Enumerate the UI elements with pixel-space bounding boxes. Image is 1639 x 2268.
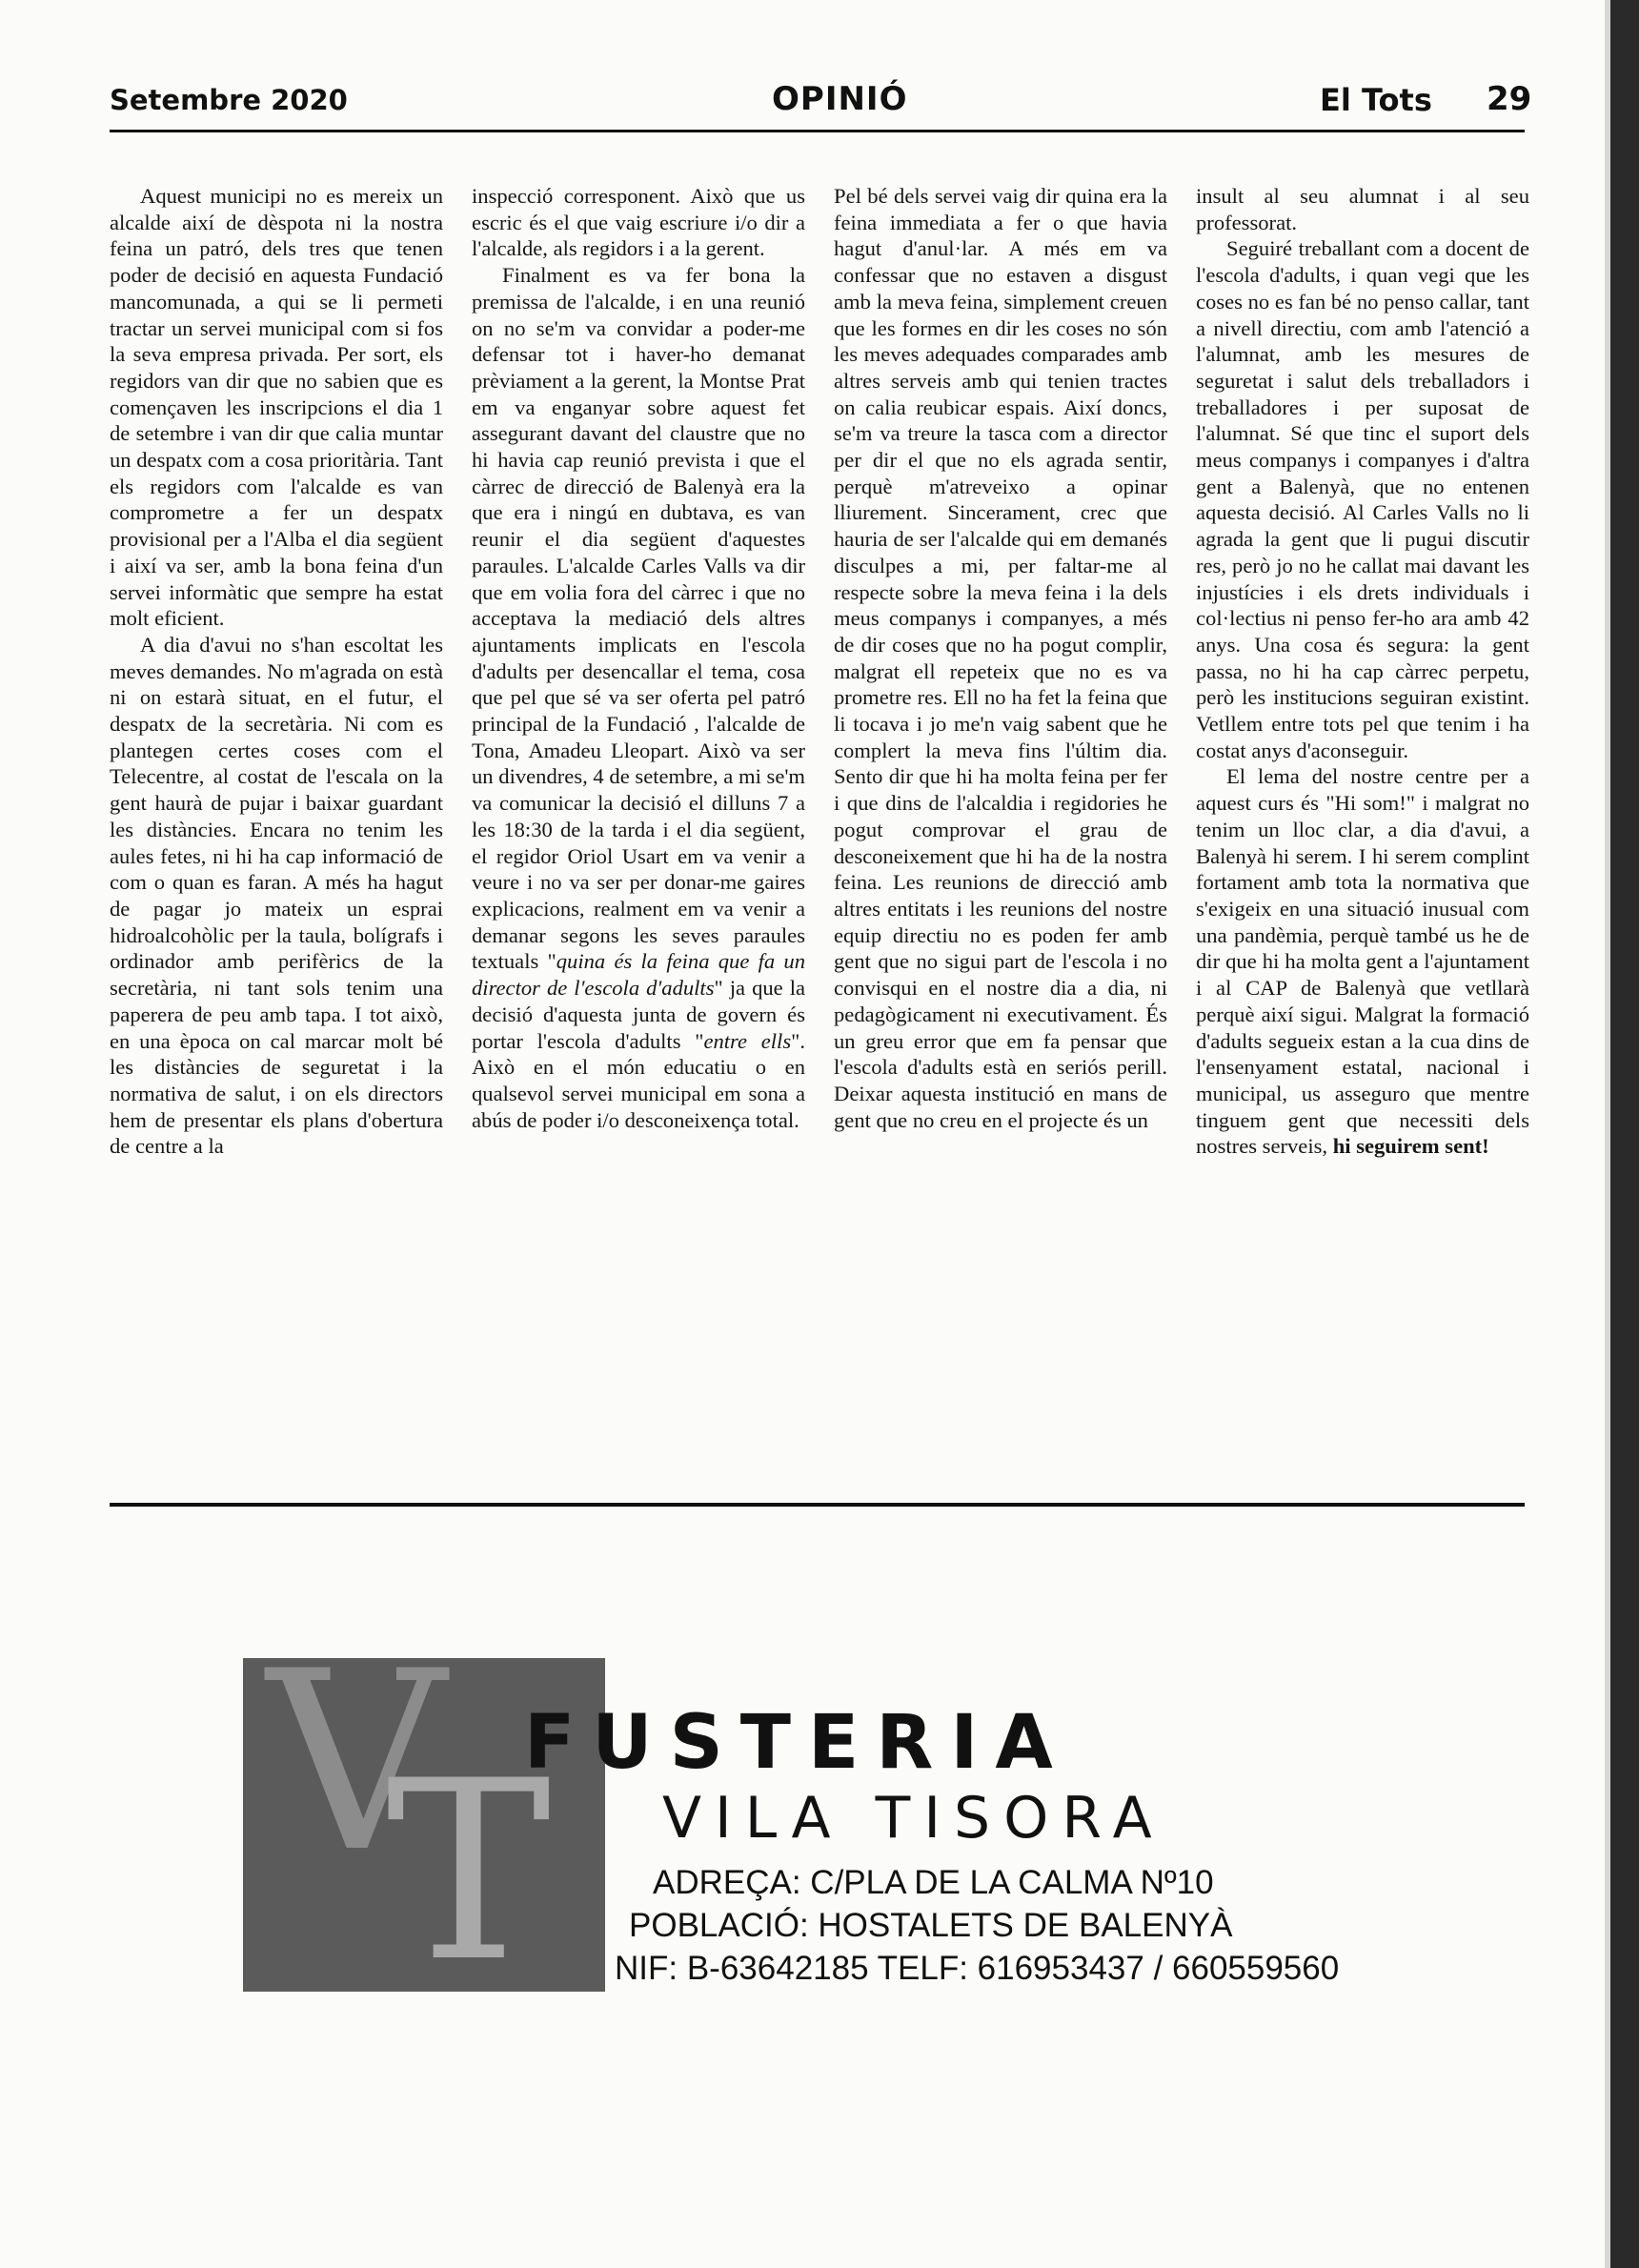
quoted-text: entre ells <box>703 1028 792 1053</box>
text-run: " ja que la decisió d'aquesta junta de govern és portar l'escola d'adults " <box>472 976 806 1053</box>
advertisement-rule <box>110 1503 1525 1507</box>
ad-title: FUSTERIA <box>524 1700 1070 1786</box>
text-run: Finalment es va fer bona la premissa de l'alcalde, i en una reunió on no se'm va convidar a poder-me defensar tot i haver-ho demanat prèviament a la gerent, la Montse Prat em va enganyar sobre aquest fet assegurant davant del claustre que no hi havia cap reunió prevista i que el càrrec de direcció de Balenyà era la que era i ningú en dubtava, es van reunir el dia següent d'aquestes paraules. L'alcalde Carles Valls va dir que em volia fora del càrrec i que no acceptava la mediació dels altres ajuntaments implicats en l'escola d'adults per desencallar el tema, cosa que pel que sé va ser oferta pel patró principal de la Fundació , l'alcalde de Tona, Amadeu Lleopart. Això va ser un divendres, 4 de setembre, a mi se'm va comunicar la decisió el dilluns 7 a les 18:30 de la tarda i el dia següent, el regidor Oriol Usart em va venir a veure i no va ser per donar-me gaires explicacions, realment em va venir a demanar segons les seves paraules textuals " <box>472 263 805 974</box>
paragraph: Seguiré treballant com a docent de l'escola d'adults, i quan vegi que les coses no es fan bé no penso callar, tant a nivell directiu, com amb l'atenció a l'alumnat, amb les mesures de seguretat i salut dels treballadors i treballadores i per suposat de l'alumnat. Sé que tinc el suport dels meus companys i companyes i d'altra gent a Balenyà, que no entenen aquesta decisió. Al Carles Valls no li agrada la gent que li pugui discutir res, però jo no he callat mai davant les injustícies i els drets individuals i col·lectius ni penso fer-ho ara amb 42 anys. Una cosa és segura: la gent passa, no hi ha cap càrrec perpetu, però les institucions seguiran existint. Vetllem entre tots pel que tenim i ha costat anys d'aconseguir. <box>1196 236 1529 762</box>
paragraph: Pel bé dels servei vaig dir quina era la feina immediata a fer o que havia hagut d'anul·lar. A més em va confessar que no estaven a disgust amb la meva feina, simplement creuen que les formes en dir les coses no són les meves adequades comparades amb altres serveis amb qui tenien tractes on calia reubicar espais. Així doncs, se'm va treure la tasca com a director per dir el que no els agrada sentir, perquè m'atreveixo a opinar lliurement. Sincerament, crec que hauria de ser l'alcalde qui em demanés disculpes a mi, per faltar-me al respecte sobre la meva feina i la dels meus companys i companyes, a més de dir coses que no ha pogut complir, malgrat ell repeteix que no es va prometre res. Ell no ha fet la feina que li tocava i jo me'n vaig sabent que he complert la meva fins l'últim dia. Sento dir que hi ha molta feina per fer i que dins de l'alcaldia i regidories he pogut comprovar el grau de desconeixement que hi ha de la nostra feina. Les reunions de direcció amb altres entitats i les reunions del nostre equip directiu no es poden fer amb gent que no sigui part de l'escola i no convisqui en el nostre dia a dia, ni pedagògicament ni executivament. És un greu error que em fa pensar que l'escola d'adults està en seriós perill. Deixar aquesta institució en mans de gent que no creu en el projecte és un <box>834 184 1167 1132</box>
paragraph: insult al seu alumnat i al seu professorat. <box>1196 184 1529 234</box>
quoted-text: quina és la feina que fa un director de l'escola d'adults <box>472 949 806 1001</box>
text-run: ". Això en el món educatiu o en qualsevol servei municipal em sona a abús de poder i/o desconeixença total. <box>472 1028 805 1132</box>
article-column-1 <box>110 183 443 1479</box>
article-column-4 <box>1196 183 1529 1479</box>
logo-letter: V <box>267 1619 446 1907</box>
paragraph: A dia d'avui no s'han escoltat les meves demandes. No m'agrada on està ni on estarà situat, en el futur, el despatx de la secretària. Ni com es plantegen certes coses com el Telecentre, al costat de l'escala on la gent haurà de pujar i baixar guardant les distàncies. Encara no tenim les aules fetes, ni hi ha cap informació de com o quan es faran. A més ha hagut de pagar jo mateix un esprai hidroalcohòlic per la taula, bolígrafs i ordinador amb perifèrics de la secretària, ni tant sols tenim una paperera de peu amb tapa. I tot això, en una època on cal marcar molt bé les distàncies de seguretat i la normativa de salut, i on els directors hem de presentar els plans d'obertura de centre a la <box>110 632 443 1159</box>
header-rule <box>110 130 1525 132</box>
page-header <box>110 78 1532 126</box>
publication-name: El Tots <box>1320 82 1432 118</box>
section-title: OPINIÓ <box>772 80 908 118</box>
closing-statement: hi seguirem sent! <box>1332 1134 1489 1159</box>
scan-border <box>1610 0 1639 2268</box>
advertisement <box>243 1619 1363 2016</box>
paragraph <box>1196 763 1529 1160</box>
paragraph: Aquest municipi no es mereix un alcalde així de dèspota ni la nostra feina un patró, dels tres que tenen poder de decisió en aquesta Fundació mancomunada, a qui se li permeti tractar un servei municipal com si fos la seva empresa privada. Per sort, els regidors van dir que no sabien que es començaven les inscripcions el dia 1 de setembre i van dir que calia muntar un despatx com a cosa prioritària. Tant els regidors com l'alcalde es van comprometre a fer un despatx provisional per a l'Alba el dia següent i així va ser, amb la bona feina d'un servei informàtic que sempre ha estat molt eficient. <box>110 184 443 631</box>
ad-subtitle: VILA TISORA <box>662 1785 1165 1852</box>
paragraph: inspecció corresponent. Això que us escric és el que vaig escriure i/o dir a l'alcalde, als regidors i a la gerent. <box>472 184 805 261</box>
page-number: 29 <box>1487 80 1532 118</box>
text-run: El lema del nostre centre per a aquest curs és "Hi som!" i malgrat no tenim un lloc clar, a dia d'avui, a Balenyà hi serem. I hi serem complint fortament amb tota la normativa que s'exigeix en una situació inusual com una pandèmia, perquè també us he de dir que hi ha molta gent a l'ajuntament i al CAP de Balenyà que vetllarà perquè així sigui. Malgrat la formació d'adults segueix estan a la cua dins de l'ensenyament estatal, nacional i municipal, us asseguro que mentre tinguem gent que necessiti dels nostres serveis, <box>1196 764 1529 1159</box>
article-body <box>110 183 1529 1479</box>
issue-date: Setembre 2020 <box>110 84 348 116</box>
paragraph <box>472 262 805 1133</box>
ad-contact: NIF: B-63642185 TELF: 616953437 / 660559560 <box>615 1950 1340 1987</box>
article-column-3 <box>834 183 1167 1479</box>
logo-letter: T <box>386 1729 552 2016</box>
ad-address: ADREÇA: C/PLA DE LA CALMA Nº10 <box>653 1864 1214 1901</box>
article-column-2 <box>472 183 805 1479</box>
ad-town: POBLACIÓ: HOSTALETS DE BALENYÀ <box>629 1907 1233 1944</box>
